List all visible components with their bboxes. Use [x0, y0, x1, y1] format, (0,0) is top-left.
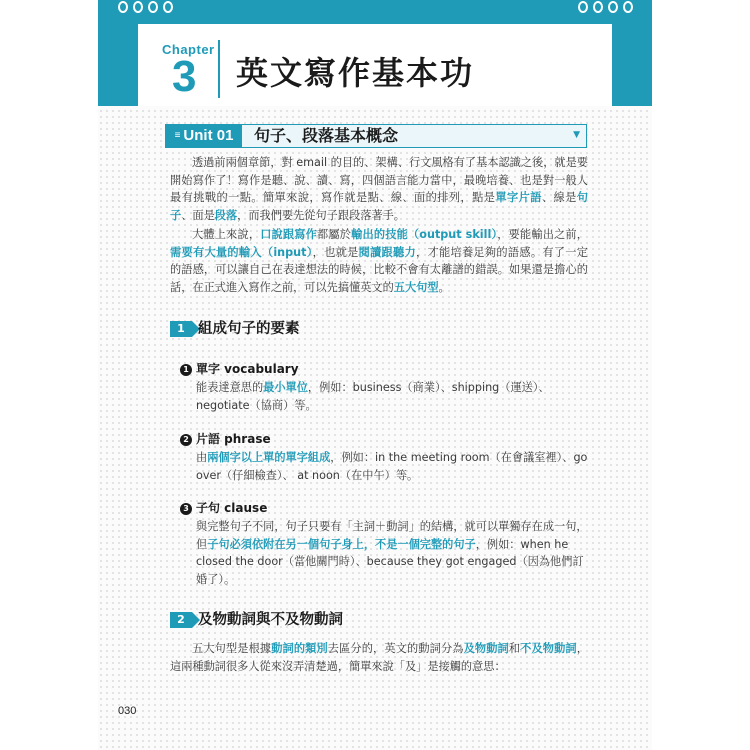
page-number: 030 [118, 705, 137, 717]
highlight-term: 五大句型 [393, 280, 439, 294]
triangle-down-icon: ▼ [573, 130, 580, 140]
chapter-divider [218, 40, 220, 98]
binder-ring-icon [578, 1, 588, 13]
text-run: 和 [508, 642, 521, 655]
text-run: 大體上來說， [192, 228, 261, 241]
highlight-term: 兩個字以上單的單字組成 [207, 451, 331, 464]
section-title: 組成句子的要素 [198, 321, 300, 337]
item-3-body [196, 518, 588, 588]
text-run: ，例如：when he closed the door（當他關門時）、because they got engaged（因為他們訂婚了）。 [196, 537, 584, 586]
chapter-title: 英文寫作基本功 [236, 54, 475, 92]
binder-ring-icon [148, 1, 158, 13]
text-run: 透過前兩個章節，對 email 的目的、架構、行文風格有了基本認識之後，就是要開始寫作了！寫作是聽、說、讀、寫，四個語言能力當中，最晚培養、也是對一般人最有挑戰的一點。簡單來說，寫作就是點、線、面的排列，點是 [170, 156, 588, 204]
intro-paragraph-1 [170, 154, 588, 224]
binder-ring-icon [593, 1, 603, 13]
text-run: ，例如：in the meeting room（在會議室裡）、go over（仔細檢查）、 at noon（在中午）等。 [196, 451, 588, 482]
section-number-badge: 1 [170, 321, 192, 337]
circle-number-icon: 1 [180, 364, 192, 376]
chapter-label: Chapter [162, 42, 215, 57]
text-run: 能表達意思的 [196, 381, 264, 394]
highlight-term: 需要有大量的輸入（input） [170, 245, 313, 259]
item-2-body [196, 449, 588, 484]
circle-number-icon: 3 [180, 503, 192, 515]
highlight-term: 及物動詞 [463, 642, 509, 655]
text-run: 去區分的，英文的動詞分為 [327, 642, 464, 655]
binder-ring-icon [118, 1, 128, 13]
unit-label-badge [166, 125, 242, 147]
binder-ring-icon [608, 1, 618, 13]
binder-ring-icon [163, 1, 173, 13]
binder-ring-icon [623, 1, 633, 13]
highlight-term: 閱讀跟聽力 [358, 245, 417, 259]
highlight-term: 子句必須依附在另一個句子身上，不是一個完整的句子 [207, 537, 476, 551]
text-run: 由 [196, 451, 208, 464]
item-1-heading [180, 361, 299, 377]
text-run: ，例如：business（商業）、shipping（運送）、negotiate（協商）等。 [196, 381, 550, 412]
chapter-number: 3 [172, 52, 197, 101]
intro-paragraph-2 [170, 226, 588, 296]
item-2-heading [180, 431, 271, 447]
unit-title: 句子、段落基本概念 [254, 126, 399, 145]
highlight-term: 動詞的類別 [271, 642, 328, 655]
text-run: 、面是 [181, 208, 215, 222]
text-run: ，才能培養足夠的語感。有了一定的語感，可以讓自己在表達想法的時候，比較不會有太離譜的錯誤。如果還是擔心的話，在正式進入寫作之前，可以先搞懂英文的 [170, 245, 588, 294]
item-3-heading [180, 500, 267, 516]
binder-rings-left [118, 0, 178, 16]
text-run: ，也就是 [312, 245, 359, 259]
text-run: 都屬於 [317, 228, 352, 241]
item-heading-text: 片語 phrase [196, 432, 271, 446]
highlight-term: 口說跟寫作 [260, 228, 318, 241]
section-2-paragraph [170, 640, 588, 675]
circle-number-icon: 2 [180, 434, 192, 446]
item-1-body [196, 379, 588, 414]
binder-rings-right [578, 0, 638, 16]
highlight-term: 最小單位 [263, 381, 308, 394]
section-number-badge: 2 [170, 612, 192, 628]
text-run: ，要能輸出之前， [497, 228, 588, 241]
text-run: ，這兩種動詞很多人從來沒弄清楚過，簡單來說「及」是接觸的意思： [170, 642, 588, 673]
highlight-term: 單字片語 [495, 191, 542, 204]
unit-header [165, 124, 587, 148]
text-run: 五大句型是根據 [192, 642, 272, 655]
text-run: 。 [438, 280, 450, 294]
section-title: 及物動詞與不及物動詞 [198, 612, 343, 628]
item-heading-text: 單字 vocabulary [196, 362, 299, 376]
text-run: 與完整句子不同，句子只要有「主詞＋動詞」的結構，就可以單獨存在成一句，但 [196, 520, 588, 551]
highlight-term: 句子 [170, 191, 588, 222]
highlight-term: 段落 [214, 208, 238, 222]
highlight-term: 不及物動詞 [520, 642, 577, 655]
menu-bars-icon: ≡ [174, 130, 181, 141]
binder-ring-icon [133, 1, 143, 13]
highlight-term: 輸出的技能（output skill） [351, 228, 498, 241]
text-run: 、線是 [541, 191, 577, 204]
item-heading-text: 子句 clause [196, 501, 268, 515]
text-run: ，而我們要先從句子跟段落著手。 [237, 208, 405, 222]
unit-label: Unit 01 [183, 127, 234, 144]
